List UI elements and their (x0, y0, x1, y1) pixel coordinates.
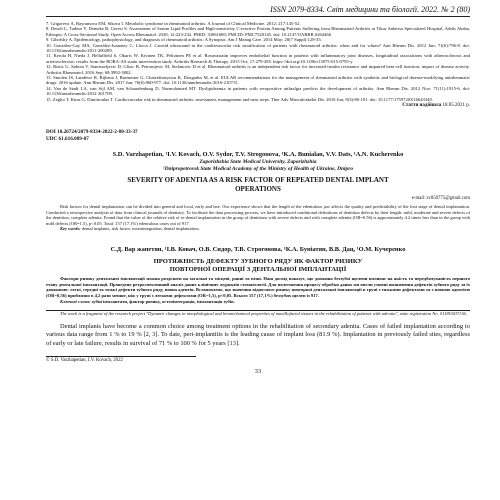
funding-note (46, 311, 470, 317)
reference-item: 10. González-Gay MA, González-Juanatey C, Llorca J. Carotid ultrasound in the cardiovascular risk stratification of patients with rheumatoid arthritis: when and for whom? Ann Rheum Dis. 2012 Jun; 71(6):796-8. doi: 10.1136/annrheumdis-2011-200209. (46, 42, 470, 54)
abstract-en: Risk factors for dental implantation can be divided into general and local, early and late. Our experience shows that the length of the edentulous jaw affects the quality and predictability of the first stage of dental implantation. Conducted a retrospective analysis of data from clinical journals of dentistry. To facilitate the data processing process, we have introduced conditional definitions of dentition defects by their length: mild, moderate and severe defects of the dentition, complete adentia. Found that the value of the relative risk of re-dental implantation in the group of dentitions with severe defects and with complete adentia (OR=0.56) is approximately 4.2 times less than in the group with mild defects (OR=1.5), p<0.05. Total: 157 (17.1%) edentulous cases out of 917. (46, 204, 470, 226)
doi: DOI 10.26724/2079-8334-2022-2-80-33-37 (46, 129, 138, 136)
keywords-ua-text: зубні імплантати, фактор ризику, остеоінтеграція, імплантація зубів. (91, 298, 235, 304)
authors-en: S.D. Varzhapetian, ¹I.V. Kovach, O.V. Sydor, T.V. Strogonova, ¹K.A. Bunialan, V.V. Dats, ¹A.N. Kucherenko (112, 151, 404, 159)
contact-email: e-mail: sv050775@gmail.com (411, 196, 470, 202)
reference-item: 7. Grigoreva А, Bayramova EM, Sikova I. Metabolic syndrome in rheumatoid arthritis. A Journal of Clinical Medicine. 2012; 217:145-52. (46, 21, 301, 26)
copyright-block (46, 356, 470, 364)
keywords-label: Key words: (60, 226, 81, 232)
authors-ua: С.Д. Вар жапетян, ¹І.В. Ковач, О.В. Сидор, Т.В. Строгонова, ¹К.А. Буніатян, В.В. Дац, ¹О.М. Кучеренко (110, 246, 406, 254)
title-line: ПРОТЯЖНІСТЬ ДЕФЕКТУ ЗУБНОГО РЯДУ ЯК ФАКТОР РИЗИКУ (153, 258, 363, 266)
reference-item: 14. Van de Stadt LA, van Sijl AM, van Schaardenburg D, Nurmohamed MT. Dyslipidaemia in patients with seropositive arthralgia predicts the development of arthritis. Ann Rheum Dis. 2012 Nov; 71(11):1915-6. doi: 10.1136/annrheumdis-2012-201709. (46, 85, 470, 97)
title-line: ПОВТОРНОЇ ОПЕРАЦІЇ З ДЕНТАЛЬНОЇ ІМПЛАНТАЦІЇ (169, 266, 347, 274)
reference-item: 8. Desoli L, Tadese Y, Demeke B, Geresi S. Assessment of Serum Lipid Profiles and High-sensitivity C-reactive Protein Among Patients Suffering from Rheumatoid Arthritis at Tikur Anbessa Specialized Hospital, Addis Ababa, Ethiopia: A Cross-Sectional Study. Open Access Rheumatol. 2020; 12:223-232. PMID: 33061680; PMCID: PMC7520145. doi: 10.2147/OARRR.S264466 (46, 26, 470, 37)
affiliation-en-1: Zaporizhzhia State Medical University, Zaporizhzhia (199, 159, 317, 166)
received-note (46, 102, 470, 109)
keywords-text: dental implants, risk factor, osseointegration, dental implantation. (81, 226, 200, 232)
reference-item: 9. Gibofsky A. Epidemiology, pathophysiology, and diagnosis of rheumatoid arthritis: A Synopsis. Am J Manag Care. 2014 May; 20(7 Suppl):128-35. (46, 37, 322, 43)
reference-item: 11. Kerola H, Nieda J, Hellaffield S, Okuris W, Kivinen TK, Peltoinen PE et al. Rosuvastatin improves endothelial function in patients with inflammatory joint diseases, longitudinal associations with atherosclerosis and arteriosclerosis: results from the RORA-AS statin intervention study. Arthritis Research & Therapy. 2015 Oct; 17:279-285. https://doi.org/10.1186/s13075-015-0795-y (46, 53, 470, 64)
article-title-ua (46, 258, 470, 274)
footnote-rule (46, 356, 196, 357)
keywords-en (46, 226, 470, 232)
article-identifiers (46, 129, 470, 143)
keywords-ua (46, 299, 470, 305)
affiliation-en-2: ¹Dnipropetrovsk State Medical Academy of the Ministry of Health of Ukraine, Dnipro (162, 166, 354, 173)
article-title-en (46, 176, 470, 193)
received-date: 18.05.2021 р. (442, 103, 470, 109)
page-number: 33 (254, 367, 262, 375)
journal-header: ISSN 2079-8334. Світ медицини та біології. 2022. № 2 (80) (46, 5, 470, 17)
keywords-ua-label: Ключові слова: (60, 298, 91, 304)
received-label: Стаття надійшла (402, 103, 442, 109)
copyright: © S.D. Varzhapetian, I.V. Kovach, 2022 (46, 357, 123, 363)
reference-list (46, 21, 470, 102)
udc: UDC 61.616.089-07 (46, 136, 89, 143)
abstract-ua: Фактори ризику дентальної імплантації можна розділити на загальні та місцеві, ранні та пізні. Наш досвід показує, що довжина беззубої щелепи впливає на якість та передбачуваність першого етапу дентальної імплантації. Проведено ретроспективний аналіз даних клінічних журналів стоматології. Для полегшення процесу обробки даних ми ввели умовні визначення дефектів зубного ряду за їх довжиною: легкі, середні та тяжкі дефекти зубного ряду, повна адентія. Встановлено, що значення відносного ризику повторної дентальної імплантації в групі з тяжкими дефектами та з повною адентією (OR=0,56) приблизно в 4,2 рази менше, ніж у групі з легкими дефектами (OR=1,5), р<0,05. Всього 157 (17,1%) беззубих щелеп із 917. (46, 276, 470, 299)
reference-item: 12. Ristic G, Subota V, Stanisavljevic D, Glisic B, Petronijevic M, Stefanovic D et al. Rheumatoid arthritis is an independent risk factor for increased insulin resistance and impaired beta-cell function: impact of disease activity. Arthritis Rheumatol. 2016 Sep; 68:3992-3002. (46, 64, 470, 75)
reference-item: 13. Smolen JS, Landewe R, Bijlsma J, Burmester G, Chatzidionysiou K, Dougados M, et al. EULAR recommendations for the management of rheumatoid arthritis with synthetic and biological disease-modifying antirheumatic drugs: 2016 update. Ann Rheum Dis. 2017 Jun; 76(6):960-977. doi: 10.1136/annrheumdis-2016-210715. (46, 75, 470, 86)
intro-paragraph: Dental implants have become a common choice among treatment options in the rehabilitation of secondary adentia. Cases of failed implantation according to various data range from 1 % to 19 % [2, 3]. To date, peri-implantitis is the leading cause of implant loss (81.9 %). Implantation in previously failed sites, regardless of early or late failure, results in survival of 71 % to 100 % for 5 years [13]. (46, 323, 470, 347)
title-line: SEVERITY OF ADENTIA AS A RISK FACTOR OF REPEATED DENTAL IMPLANT (127, 176, 389, 185)
paper-page (46, 5, 470, 376)
reference-item: 15. Zeglio T, Kitas G, Dimitroulas T. Cardiovascular risk in rheumatoid arthritis: assessment, management and next steps. Ther Adv Musculoskelet Dis. 2016 Jun; 8(3):86-101. doi: 10.1177/1759720X16643340. (46, 96, 433, 102)
funding-note-text: The work is a fragment of the research project "Dynamic changes in morphological and biomechanical properties of maxillofacial tissues in the rehabilitation of patients with adentia", state registration No. 0118U007136. (60, 311, 467, 317)
title-line: OPERATIONS (235, 184, 281, 193)
